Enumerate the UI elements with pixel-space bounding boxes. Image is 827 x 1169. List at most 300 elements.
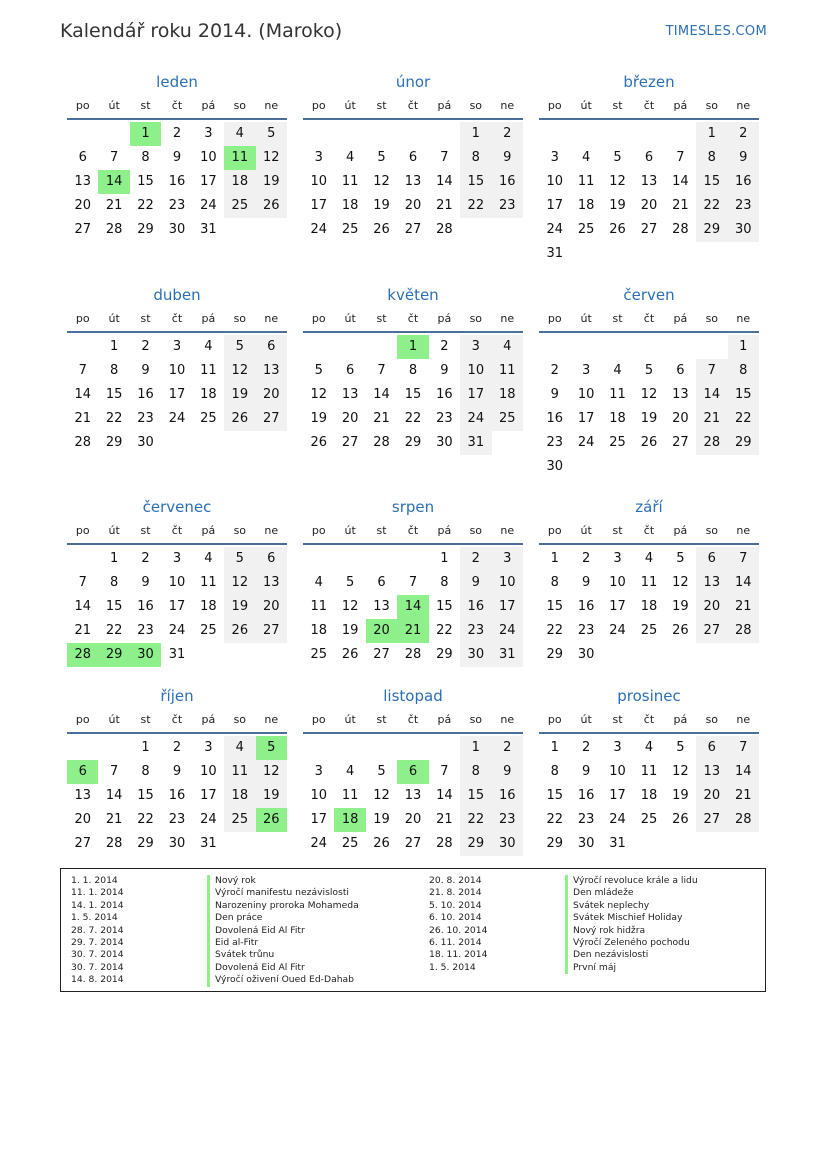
weekday-label: po xyxy=(75,713,90,726)
day-cell: 14 xyxy=(373,387,390,402)
month-name: leden xyxy=(156,73,198,91)
day-cell: 29 xyxy=(436,647,453,662)
empty-cell xyxy=(429,736,460,760)
day-cell: 4 xyxy=(644,551,654,566)
day-cell: 16 xyxy=(492,784,523,808)
day-cell: 28 xyxy=(404,647,422,662)
weekday-label: út xyxy=(344,312,356,325)
weekday-label: po xyxy=(311,713,326,726)
weekday-label: po xyxy=(75,99,90,112)
day-cell: 26 xyxy=(224,407,255,431)
empty-cell xyxy=(67,736,98,760)
weekday-label: po xyxy=(75,524,90,537)
weekday-label: ne xyxy=(264,99,279,112)
day-cell: 25 xyxy=(492,407,523,431)
empty-cell xyxy=(303,547,334,571)
day-cell: 6 xyxy=(408,150,418,165)
weekday-label: pá xyxy=(201,99,216,112)
day-cell: 3 xyxy=(314,764,323,779)
day-cell: 19 xyxy=(672,599,689,614)
empty-cell xyxy=(224,643,255,667)
weekday-label: pá xyxy=(673,524,688,537)
day-cell: 8 xyxy=(109,575,119,590)
weekday-label: so xyxy=(705,524,719,537)
legend-holiday-name: Den nezávislosti xyxy=(565,949,648,961)
day-cell: 7 xyxy=(109,150,119,165)
brand-link[interactable]: TIMESLES.COM xyxy=(665,24,767,39)
day-cell: 30 xyxy=(168,222,186,237)
empty-cell xyxy=(256,218,287,242)
day-cell: 6 xyxy=(644,150,654,165)
legend-row xyxy=(429,962,759,974)
empty-cell xyxy=(460,218,491,242)
day-cell: 30 xyxy=(460,643,491,667)
day-cell: 8 xyxy=(550,575,559,590)
legend-date: 21. 8. 2014 xyxy=(429,887,482,899)
weekday-label: ne xyxy=(500,99,515,112)
weekday-label: pá xyxy=(201,713,216,726)
empty-cell xyxy=(728,643,759,667)
day-cell: 31 xyxy=(200,836,217,851)
day-cell: 2 xyxy=(581,551,591,566)
day-cell: 12 xyxy=(373,174,390,189)
empty-cell xyxy=(334,122,365,146)
day-cell: 12 xyxy=(224,359,255,383)
day-cell: 16 xyxy=(137,387,154,402)
empty-cell xyxy=(728,242,759,266)
day-cell: 22 xyxy=(460,194,491,218)
weekday-label: st xyxy=(140,99,151,112)
month-calendar xyxy=(539,285,759,479)
day-cell: 21 xyxy=(74,623,91,638)
day-cell: 12 xyxy=(640,387,658,402)
day-cell: 8 xyxy=(141,150,150,165)
day-cell: 13 xyxy=(404,788,422,803)
day-cell: 10 xyxy=(200,150,217,165)
day-cell: 22 xyxy=(728,407,759,431)
day-cell: 2 xyxy=(141,339,150,354)
legend-date: 30. 7. 2014 xyxy=(71,949,124,961)
weekday-label: út xyxy=(344,713,356,726)
day-cell: 18 xyxy=(492,383,523,407)
day-cell: 9 xyxy=(141,363,150,378)
weekday-label: st xyxy=(376,524,387,537)
weekday-label: ne xyxy=(264,713,279,726)
empty-cell xyxy=(539,335,570,359)
weekday-label: pá xyxy=(437,524,452,537)
day-cell: 21 xyxy=(373,411,390,426)
day-cell: 1 xyxy=(440,551,449,566)
day-cell: 1 xyxy=(141,740,150,755)
legend-column-left xyxy=(71,875,411,987)
day-cell: 5 xyxy=(377,764,386,779)
day-cell: 18 xyxy=(200,599,217,614)
day-cell: 30 xyxy=(130,643,161,667)
day-cell: 28 xyxy=(105,222,123,237)
day-cell: 30 xyxy=(728,218,759,242)
day-cell: 8 xyxy=(550,764,559,779)
empty-cell xyxy=(492,218,523,242)
day-cell: 21 xyxy=(728,595,759,619)
day-cell: 30 xyxy=(137,435,154,450)
day-cell: 14 xyxy=(696,383,727,407)
month-name: červenec xyxy=(142,498,212,516)
day-cell: 16 xyxy=(168,174,186,189)
day-cell: 19 xyxy=(373,812,390,827)
legend-row xyxy=(71,875,411,887)
day-cell: 25 xyxy=(640,812,658,827)
empty-cell xyxy=(728,832,759,856)
day-cell: 19 xyxy=(256,170,287,194)
day-cell: 25 xyxy=(310,647,327,662)
day-cell: 21 xyxy=(672,198,689,213)
day-cell: 31 xyxy=(546,246,563,261)
day-cell: 19 xyxy=(256,784,287,808)
day-cell: 13 xyxy=(256,359,287,383)
weekday-label: st xyxy=(140,713,151,726)
empty-cell xyxy=(665,832,696,856)
day-cell: 24 xyxy=(200,198,217,213)
legend-row xyxy=(71,925,411,937)
day-cell: 13 xyxy=(373,599,390,614)
day-cell: 18 xyxy=(224,170,255,194)
empty-cell xyxy=(633,643,664,667)
day-cell: 15 xyxy=(137,174,154,189)
day-cell: 10 xyxy=(577,387,595,402)
empty-cell xyxy=(224,431,255,455)
legend-holiday-name: Svátek Mischief Holiday xyxy=(565,912,682,924)
day-cell: 19 xyxy=(609,198,626,213)
day-cell: 7 xyxy=(728,736,759,760)
legend-date: 20. 8. 2014 xyxy=(429,875,482,886)
day-cell: 25 xyxy=(200,623,217,638)
empty-cell xyxy=(570,242,601,266)
month-calendar xyxy=(303,72,523,242)
day-cell: 29 xyxy=(404,435,422,450)
weekday-label: čt xyxy=(171,713,183,726)
day-cell: 15 xyxy=(105,599,123,614)
day-cell: 3 xyxy=(314,150,323,165)
weekday-label: ne xyxy=(736,99,751,112)
month-calendar xyxy=(539,497,759,667)
day-cell: 11 xyxy=(341,174,359,189)
day-cell: 17 xyxy=(168,387,186,402)
weekday-label: út xyxy=(108,713,120,726)
weekday-label: čt xyxy=(171,99,183,112)
weekday-label: čt xyxy=(407,524,419,537)
day-cell: 26 xyxy=(672,623,689,638)
day-cell: 11 xyxy=(577,174,595,189)
legend-date: 1. 1. 2014 xyxy=(71,875,118,886)
day-cell: 22 xyxy=(436,623,453,638)
empty-cell xyxy=(366,736,397,760)
day-cell: 27 xyxy=(373,647,390,662)
day-grid xyxy=(539,736,759,856)
day-cell: 18 xyxy=(334,808,365,832)
day-cell: 5 xyxy=(676,740,685,755)
day-cell: 18 xyxy=(577,198,595,213)
weekday-label: čt xyxy=(171,524,183,537)
day-cell: 2 xyxy=(141,551,150,566)
legend-holiday-name: Svátek trůnu xyxy=(207,949,274,961)
day-cell: 20 xyxy=(256,383,287,407)
weekday-header xyxy=(303,710,523,734)
day-cell: 27 xyxy=(696,808,727,832)
day-cell: 6 xyxy=(67,760,98,784)
month-calendar xyxy=(539,72,759,266)
day-cell: 20 xyxy=(672,411,689,426)
day-cell: 25 xyxy=(200,411,217,426)
weekday-label: st xyxy=(140,312,151,325)
day-cell: 14 xyxy=(74,387,91,402)
day-cell: 8 xyxy=(728,359,759,383)
day-cell: 24 xyxy=(168,411,186,426)
empty-cell xyxy=(303,736,334,760)
day-cell: 17 xyxy=(546,198,563,213)
legend-date: 30. 7. 2014 xyxy=(71,961,124,973)
weekday-label: so xyxy=(705,713,719,726)
day-cell: 27 xyxy=(404,836,422,851)
day-cell: 5 xyxy=(224,335,255,359)
legend-holiday-name: První máj xyxy=(565,962,616,974)
day-cell: 27 xyxy=(74,836,91,851)
day-cell: 20 xyxy=(640,198,658,213)
empty-cell xyxy=(397,547,428,571)
day-cell: 24 xyxy=(609,812,626,827)
day-cell: 6 xyxy=(696,736,727,760)
day-cell: 23 xyxy=(137,623,154,638)
holiday-legend xyxy=(60,868,766,992)
page-title: Kalendář roku 2014. (Maroko) xyxy=(60,20,343,42)
day-cell: 20 xyxy=(404,812,422,827)
day-cell: 31 xyxy=(168,647,186,662)
day-cell: 17 xyxy=(310,812,327,827)
day-cell: 11 xyxy=(609,387,626,402)
empty-cell xyxy=(633,832,664,856)
legend-holiday-name: Výročí revoluce krále a lidu xyxy=(565,875,698,887)
weekday-label: so xyxy=(469,99,483,112)
day-cell: 30 xyxy=(546,459,563,474)
day-cell: 25 xyxy=(341,222,359,237)
empty-cell xyxy=(728,455,759,479)
day-cell: 28 xyxy=(74,435,91,450)
empty-cell xyxy=(256,832,287,856)
day-cell: 10 xyxy=(310,174,327,189)
day-cell: 14 xyxy=(74,599,91,614)
legend-date: 18. 11. 2014 xyxy=(429,949,488,961)
day-cell: 4 xyxy=(581,150,591,165)
day-cell: 20 xyxy=(404,198,422,213)
empty-cell xyxy=(303,122,334,146)
day-cell: 7 xyxy=(78,575,87,590)
weekday-label: ne xyxy=(500,524,515,537)
day-cell: 21 xyxy=(728,784,759,808)
weekday-label: st xyxy=(612,312,623,325)
day-grid xyxy=(303,547,523,667)
day-cell: 10 xyxy=(168,363,186,378)
day-cell: 13 xyxy=(696,760,727,784)
day-cell: 14 xyxy=(672,174,689,189)
day-cell: 12 xyxy=(341,599,359,614)
empty-cell xyxy=(429,122,460,146)
legend-holiday-name: Dovolená Eid Al Fitr xyxy=(207,962,305,974)
day-cell: 15 xyxy=(546,788,563,803)
month-calendar xyxy=(67,72,287,242)
day-cell: 11 xyxy=(640,575,658,590)
day-cell: 29 xyxy=(105,435,123,450)
day-cell: 10 xyxy=(168,575,186,590)
day-cell: 21 xyxy=(74,411,91,426)
day-cell: 1 xyxy=(460,122,491,146)
empty-cell xyxy=(366,122,397,146)
day-cell: 28 xyxy=(728,619,759,643)
day-cell: 9 xyxy=(460,571,491,595)
day-cell: 4 xyxy=(644,740,654,755)
empty-cell xyxy=(696,335,727,359)
day-cell: 17 xyxy=(168,599,186,614)
empty-cell xyxy=(366,335,397,359)
day-cell: 16 xyxy=(460,595,491,619)
day-cell: 20 xyxy=(696,595,727,619)
weekday-label: čt xyxy=(407,713,419,726)
weekday-label: čt xyxy=(643,312,655,325)
month-calendar xyxy=(303,497,523,667)
day-cell: 11 xyxy=(200,363,217,378)
weekday-label: st xyxy=(612,524,623,537)
day-grid xyxy=(67,736,287,856)
day-cell: 26 xyxy=(256,808,287,832)
day-cell: 19 xyxy=(224,383,255,407)
empty-cell xyxy=(397,122,428,146)
day-cell: 2 xyxy=(440,339,449,354)
day-cell: 3 xyxy=(172,551,182,566)
day-cell: 26 xyxy=(609,222,626,237)
day-cell: 1 xyxy=(109,339,119,354)
day-cell: 3 xyxy=(613,740,622,755)
day-cell: 1 xyxy=(130,122,161,146)
day-cell: 28 xyxy=(728,808,759,832)
weekday-label: st xyxy=(612,99,623,112)
month-name: únor xyxy=(395,73,431,91)
day-cell: 18 xyxy=(200,387,217,402)
day-cell: 27 xyxy=(672,435,689,450)
day-cell: 5 xyxy=(644,363,654,378)
day-cell: 9 xyxy=(728,146,759,170)
weekday-label: pá xyxy=(673,713,688,726)
legend-row xyxy=(71,887,411,899)
day-cell: 3 xyxy=(204,740,213,755)
weekday-header xyxy=(67,521,287,545)
weekday-label: út xyxy=(580,312,592,325)
legend-row xyxy=(429,912,759,924)
weekday-header xyxy=(67,309,287,333)
weekday-label: po xyxy=(547,713,562,726)
weekday-label: pá xyxy=(201,524,216,537)
day-cell: 31 xyxy=(492,643,523,667)
day-cell: 12 xyxy=(672,764,689,779)
month-name: srpen xyxy=(391,498,435,516)
day-cell: 20 xyxy=(366,619,397,643)
legend-date: 6. 11. 2014 xyxy=(429,936,482,948)
weekday-label: st xyxy=(612,713,623,726)
day-cell: 4 xyxy=(613,363,622,378)
weekday-label: pá xyxy=(673,312,688,325)
day-cell: 26 xyxy=(256,194,287,218)
empty-cell xyxy=(539,122,570,146)
legend-holiday-name: Nový rok hidžra xyxy=(565,925,645,937)
day-cell: 14 xyxy=(105,788,123,803)
empty-cell xyxy=(665,455,696,479)
month-calendar xyxy=(539,686,759,856)
empty-cell xyxy=(161,431,192,455)
day-cell: 16 xyxy=(436,387,453,402)
legend-row xyxy=(429,900,759,912)
weekday-label: út xyxy=(344,524,356,537)
day-cell: 23 xyxy=(546,435,563,450)
day-cell: 2 xyxy=(728,122,759,146)
weekday-label: so xyxy=(469,713,483,726)
day-cell: 27 xyxy=(256,619,287,643)
day-cell: 30 xyxy=(168,836,186,851)
empty-cell xyxy=(602,242,633,266)
day-cell: 27 xyxy=(256,407,287,431)
empty-cell xyxy=(665,643,696,667)
day-cell: 27 xyxy=(74,222,91,237)
day-cell: 26 xyxy=(341,647,359,662)
weekday-label: po xyxy=(311,312,326,325)
weekday-label: út xyxy=(580,713,592,726)
day-cell: 11 xyxy=(341,788,359,803)
weekday-label: út xyxy=(108,99,120,112)
day-cell: 17 xyxy=(460,383,491,407)
empty-cell xyxy=(633,242,664,266)
day-cell: 17 xyxy=(609,599,626,614)
weekday-label: so xyxy=(469,524,483,537)
day-cell: 20 xyxy=(74,812,91,827)
day-cell: 22 xyxy=(105,623,123,638)
day-cell: 4 xyxy=(345,150,355,165)
weekday-header xyxy=(303,521,523,545)
day-cell: 23 xyxy=(492,808,523,832)
weekday-label: čt xyxy=(171,312,183,325)
weekday-label: po xyxy=(547,524,562,537)
day-cell: 15 xyxy=(728,383,759,407)
day-cell: 23 xyxy=(577,623,595,638)
day-cell: 12 xyxy=(609,174,626,189)
day-cell: 24 xyxy=(577,435,595,450)
empty-cell xyxy=(633,455,664,479)
day-cell: 2 xyxy=(460,547,491,571)
day-cell: 28 xyxy=(436,836,453,851)
empty-cell xyxy=(334,335,365,359)
weekday-header xyxy=(539,96,759,120)
day-cell: 21 xyxy=(436,198,453,213)
day-cell: 29 xyxy=(728,431,759,455)
day-cell: 29 xyxy=(137,836,154,851)
weekday-header xyxy=(67,96,287,120)
month-calendar xyxy=(67,497,287,667)
empty-cell xyxy=(602,455,633,479)
weekday-header xyxy=(539,710,759,734)
empty-cell xyxy=(224,832,255,856)
legend-date: 14. 1. 2014 xyxy=(71,899,124,911)
legend-date: 26. 10. 2014 xyxy=(429,924,488,936)
empty-cell xyxy=(570,122,601,146)
month-calendar xyxy=(67,686,287,856)
day-cell: 15 xyxy=(436,599,453,614)
month-name: duben xyxy=(153,286,201,304)
day-cell: 20 xyxy=(696,784,727,808)
